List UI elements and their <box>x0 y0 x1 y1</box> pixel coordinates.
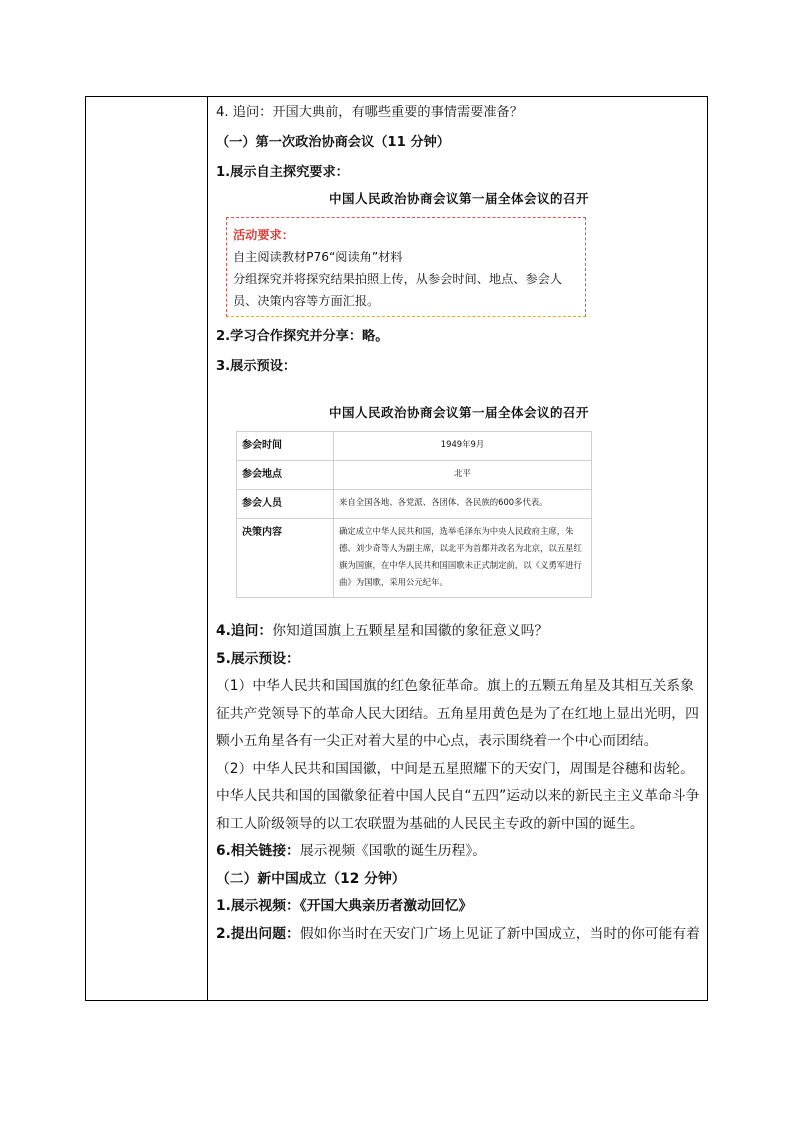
paragraph-emblem: （2）中华人民共和国国徽，中间是五星照耀下的天安门，周围是谷穗和齿轮。中华人民共和国的国徽象征着中国人民自“五四”运动以来的新民主主义革命斗争和工人阶级领导的以工农联盟为基础的人民民主专政的新中国的诞生。 <box>216 760 700 832</box>
row-key: 决策内容 <box>237 519 334 598</box>
table-row <box>237 490 592 519</box>
table-row <box>237 432 592 461</box>
question-4: 4. 追问：开国大典前，有哪些重要的事情需要准备？ <box>216 105 523 120</box>
row-value: 1949年9月 <box>334 432 592 461</box>
question-4b-label: 4.追问： <box>216 623 273 639</box>
section-1-title: （一）第一次政治协商会议（11 分钟） <box>216 135 450 150</box>
activity-line: 自主阅读教材P76“阅读角”材料 <box>233 250 403 264</box>
preset-table <box>236 431 592 598</box>
content-cell <box>216 103 702 948</box>
question-2 <box>216 921 702 949</box>
step-5: 5.展示预设： <box>216 650 300 667</box>
step-1: 1.展示自主探究要求： <box>216 165 349 180</box>
row-key: 参会人员 <box>237 490 334 519</box>
question-2-label: 2.提出问题： <box>216 925 300 942</box>
preset-image-title: 中国人民政治协商会议第一届全体会议的召开 <box>328 405 589 420</box>
video-1-label: 1.展示视频： <box>216 898 300 914</box>
question-2-text: 假如你当时在天安门广场上见证了新中国成立，当时的你可能有着 <box>299 925 700 942</box>
row-value: 北平 <box>334 461 592 490</box>
question-4b-text: 你知道国旗上五颗星星和国徽的象征意义吗？ <box>272 623 549 639</box>
lesson-table <box>85 96 708 1001</box>
row-key: 参会地点 <box>237 461 334 490</box>
row-value: 确定成立中华人民共和国，选举毛泽东为中央人民政府主席，朱德、刘少奇等人为副主席，以北平为首都并改名为北京，以五星红旗为国旗，在中华人民共和国国歌未正式制定前，以《义勇军进行曲》为国歌，采用公元纪年。 <box>334 519 592 598</box>
activity-line: 分组探究并将探究结果拍照上传，从参会时间、地点、参会人员、决策内容等方面汇报。 <box>233 272 563 308</box>
video-1-text: 《开国大典亲历者激动回忆》 <box>299 898 473 914</box>
activity-image-title: 中国人民政治协商会议第一届全体会议的召开 <box>328 191 589 206</box>
table-row <box>237 519 592 598</box>
step-6 <box>216 838 702 866</box>
preset-image <box>216 403 702 598</box>
step-2: 2.学习合作探究并分享：略。 <box>216 329 389 344</box>
video-1 <box>216 893 702 921</box>
row-key: 参会时间 <box>237 432 334 461</box>
activity-box <box>226 217 586 317</box>
column-divider <box>207 97 208 1000</box>
section-2-title: （二）新中国成立（12 分钟） <box>216 870 406 887</box>
step-6-text: 展示视频《国歌的诞生历程》。 <box>299 843 487 859</box>
table-row <box>237 461 592 490</box>
step-6-label: 6.相关链接： <box>216 843 300 859</box>
paragraph-flag: （1）中华人民共和国国旗的红色象征革命。旗上的五颗五角星及其相互关系象征共产党领导下的革命人民大团结。五角星用黄色是为了在红地上显出光明，四颗小五角星各有一尖正对着大星的中心点，表示围绕着一个中心而团结。 <box>216 678 699 749</box>
activity-image <box>216 189 702 317</box>
question-4b <box>216 618 702 646</box>
activity-title: 活动要求： <box>233 228 294 242</box>
row-value: 来自全国各地、各党派、各团体、各民族的600多代表。 <box>334 490 592 519</box>
step-3: 3.展示预设： <box>216 359 297 374</box>
